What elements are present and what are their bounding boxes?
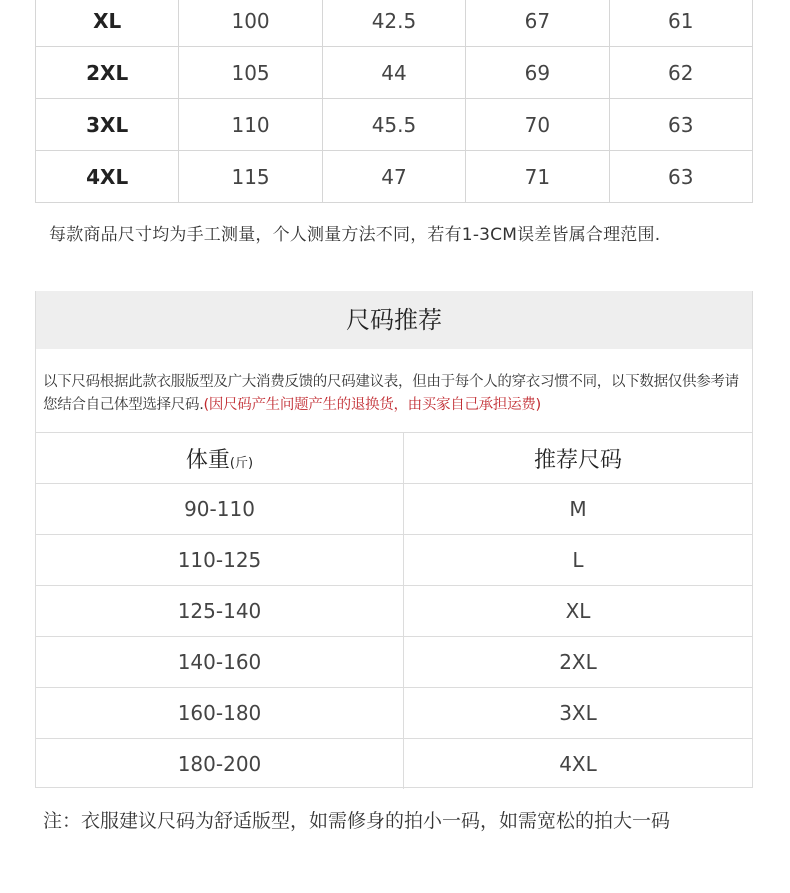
size-cell: XL xyxy=(36,0,179,47)
measure-cell: 105 xyxy=(179,47,322,99)
footer-note: 注：衣服建议尺码为舒适版型，如需修身的拍小一码，如需宽松的拍大一码 xyxy=(43,810,671,832)
measure-cell: 47 xyxy=(322,151,465,203)
measure-cell: 70 xyxy=(466,99,609,151)
table-row xyxy=(36,586,752,637)
measure-cell: 67 xyxy=(466,0,609,47)
size-column-header: 推荐尺码 xyxy=(533,447,622,473)
size-cell: 2XL xyxy=(36,47,179,99)
weight-unit-label: (斤) xyxy=(229,455,254,471)
measure-cell: 62 xyxy=(609,47,752,99)
measure-cell: 63 xyxy=(609,151,752,203)
measure-cell: 42.5 xyxy=(322,0,465,47)
size-cell: 4XL xyxy=(36,151,179,203)
measure-cell: 71 xyxy=(466,151,609,203)
weight-cell: 90-110 xyxy=(36,484,404,535)
size-measurement-table xyxy=(35,0,753,203)
recommended-size-cell: 2XL xyxy=(404,637,753,688)
weight-cell: 160-180 xyxy=(36,688,404,739)
recommended-size-cell: M xyxy=(404,484,753,535)
section-title: 尺码推荐 xyxy=(36,291,752,349)
table-row xyxy=(36,484,752,535)
size-cell: 3XL xyxy=(36,99,179,151)
measure-cell: 63 xyxy=(609,99,752,151)
table-row xyxy=(36,688,752,739)
recommendation-table xyxy=(36,433,752,789)
table-row xyxy=(36,739,752,790)
description-text: 以下尺码根据此款衣服版型及广大消费反馈的尺码建议表，但由于每个人的穿衣习惯不同，以下数据仅供参考请您结合自己体型选择尺码. xyxy=(43,374,739,413)
measurement-note: 每款商品尺寸均为手工测量，个人测量方法不同，若有1-3CM误差皆属合理范围. xyxy=(49,225,661,245)
weight-cell: 110-125 xyxy=(36,535,404,586)
recommended-size-cell: L xyxy=(404,535,753,586)
weight-header-label: 体重 xyxy=(185,447,230,473)
recommendation-description xyxy=(36,349,752,433)
measure-cell: 61 xyxy=(609,0,752,47)
table-row xyxy=(36,99,753,151)
recommended-size-cell: XL xyxy=(404,586,753,637)
weight-column-header xyxy=(36,433,404,484)
recommended-size-cell: 3XL xyxy=(404,688,753,739)
table-row xyxy=(36,0,753,47)
measure-cell: 69 xyxy=(466,47,609,99)
recommended-size-cell: 4XL xyxy=(404,739,753,790)
weight-cell: 180-200 xyxy=(36,739,404,790)
measure-cell: 44 xyxy=(322,47,465,99)
table-row xyxy=(36,535,752,586)
table-row xyxy=(36,637,752,688)
measure-cell: 115 xyxy=(179,151,322,203)
table-row xyxy=(36,47,753,99)
weight-cell: 125-140 xyxy=(36,586,404,637)
measure-cell: 110 xyxy=(179,99,322,151)
weight-cell: 140-160 xyxy=(36,637,404,688)
table-row xyxy=(36,151,753,203)
size-recommendation-section xyxy=(35,291,753,788)
measure-cell: 100 xyxy=(179,0,322,47)
return-policy-note: (因尺码产生问题产生的退换货，由买家自己承担运费) xyxy=(203,397,541,413)
table-header-row xyxy=(36,433,752,484)
measure-cell: 45.5 xyxy=(322,99,465,151)
